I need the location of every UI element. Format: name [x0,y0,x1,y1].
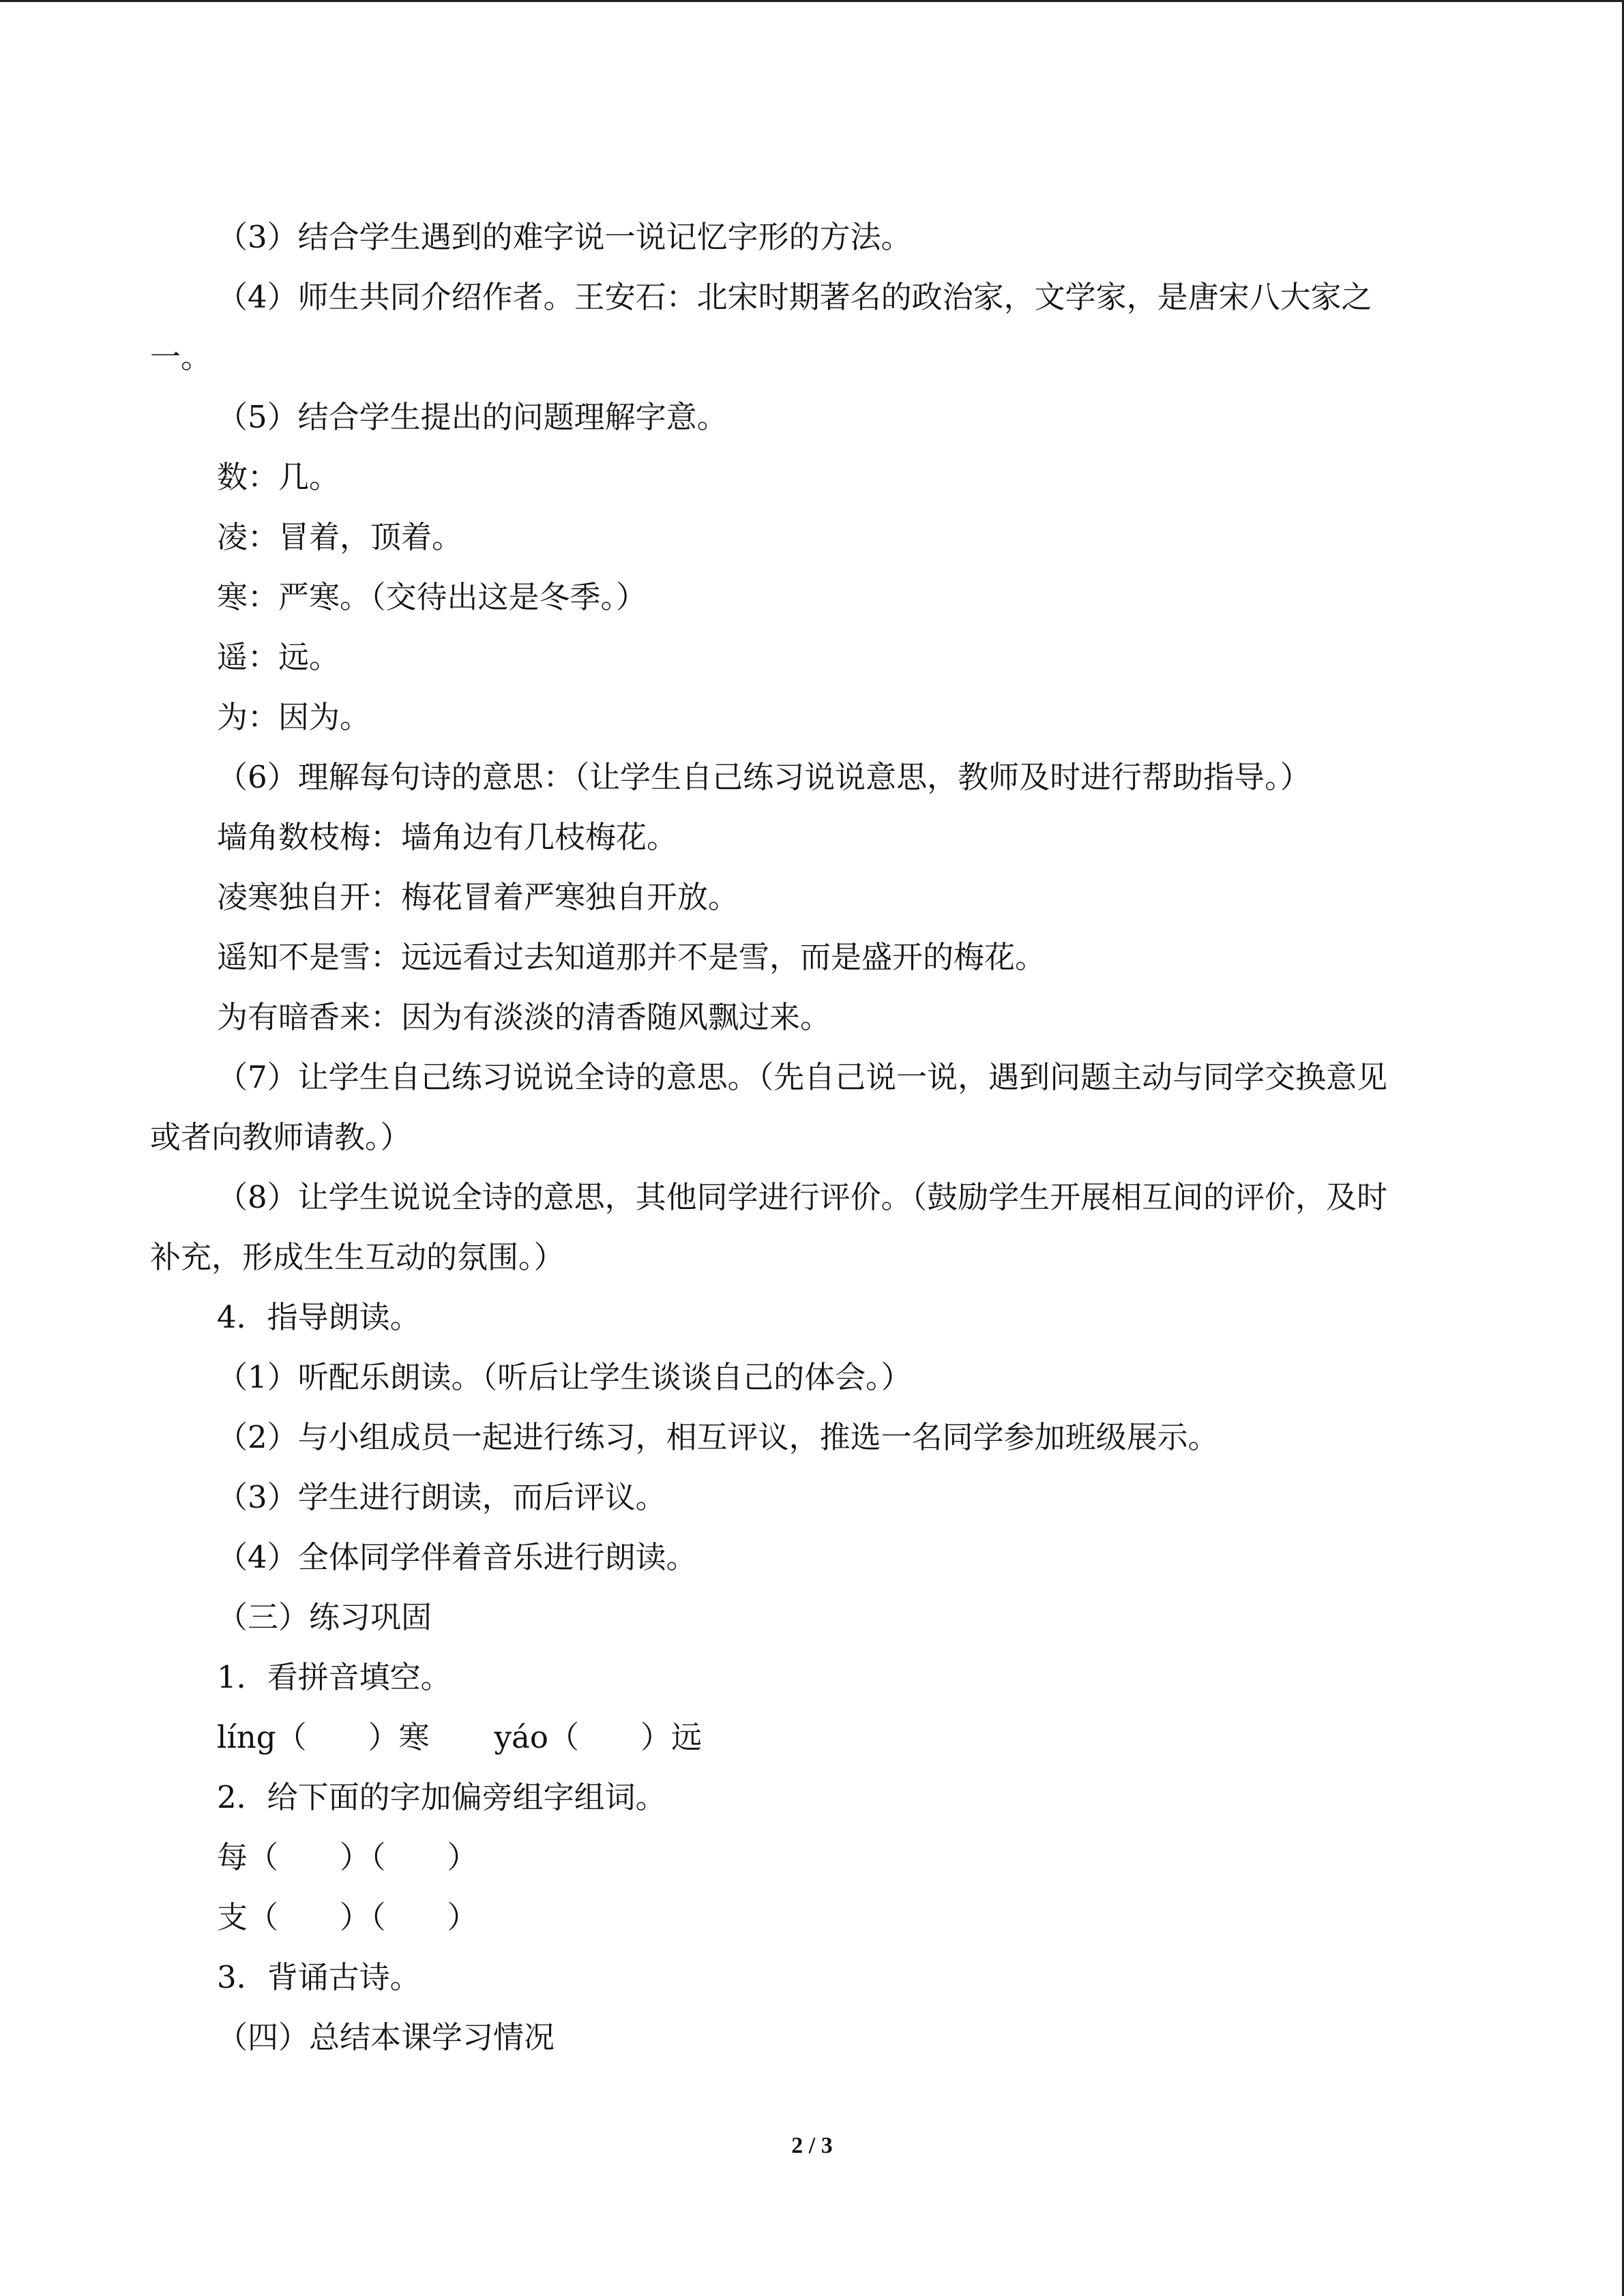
text-line: 一。 [150,339,212,375]
text-line: （7）让学生自己练习说说全诗的意思。（先自己说一说，遇到问题主动与同学交换意见 [217,1059,1388,1095]
pinyin-word: yáo [494,1719,548,1755]
section-heading: （四）总结本课学习情况 [217,2019,555,2055]
text-line: 寒：严寒。（交待出这是冬季。） [217,579,647,615]
text-line: 遥：远。 [217,639,340,675]
fill-blank-line: 支（ ）（ ） [217,1899,478,1935]
text-line: （4）师生共同介绍作者。王安石：北宋时期著名的政治家，文学家，是唐宋八大家之 [217,279,1372,315]
text-line: （8）让学生说说全诗的意思，其他同学进行评价。（鼓励学生开展相互间的评价，及时 [217,1179,1388,1215]
fill-blank: （ ）远 [548,1719,702,1755]
text-line: 3．背诵古诗。 [217,1959,421,1995]
text-line: （5）结合学生提出的问题理解字意。 [217,399,728,435]
text-line: 2．给下面的字加偏旁组字组词。 [217,1779,666,1815]
text-line: （6）理解每句诗的意思：（让学生自己练习说说意思，教师及时进行帮助指导。） [217,759,1311,795]
text-line: （3）结合学生遇到的难字说一说记忆字形的方法。 [217,219,912,255]
text-line: 为：因为。 [217,699,371,735]
text-line: 凌：冒着，顶着。 [217,519,463,555]
text-line: 4．指导朗读。 [217,1299,421,1335]
fill-blank-line: 每（ ）（ ） [217,1839,478,1875]
text-line: 或者向教师请教。） [150,1119,411,1155]
page-number: 2 / 3 [791,2133,833,2158]
pinyin-word: líng [217,1719,276,1755]
pinyin-exercise-row [217,1717,702,1758]
text-line: 凌寒独自开：梅花冒着严寒独自开放。 [217,879,739,915]
section-heading: （三）练习巩固 [217,1599,432,1635]
text-line: 遥知不是雪：远远看过去知道那并不是雪，而是盛开的梅花。 [217,939,1046,975]
text-line: 1．看拼音填空。 [217,1659,452,1695]
text-line: 墙角数枝梅：墙角边有几枝梅花。 [217,819,678,855]
fill-blank: （ ）寒 [276,1719,430,1755]
text-line: （2）与小组成员一起进行练习，相互评议，推选一名同学参加班级展示。 [217,1419,1219,1455]
text-line: 为有暗香来：因为有淡淡的清香随风飘过来。 [217,999,831,1035]
text-line: 补充，形成生生互动的氛围。） [150,1239,565,1275]
text-line: （1）听配乐朗读。（听后让学生谈谈自己的体会。） [217,1359,912,1395]
text-line: 数：几。 [217,459,340,495]
text-line: （3）学生进行朗读，而后评议。 [217,1479,666,1515]
text-line: （4）全体同学伴着音乐进行朗读。 [217,1539,697,1575]
